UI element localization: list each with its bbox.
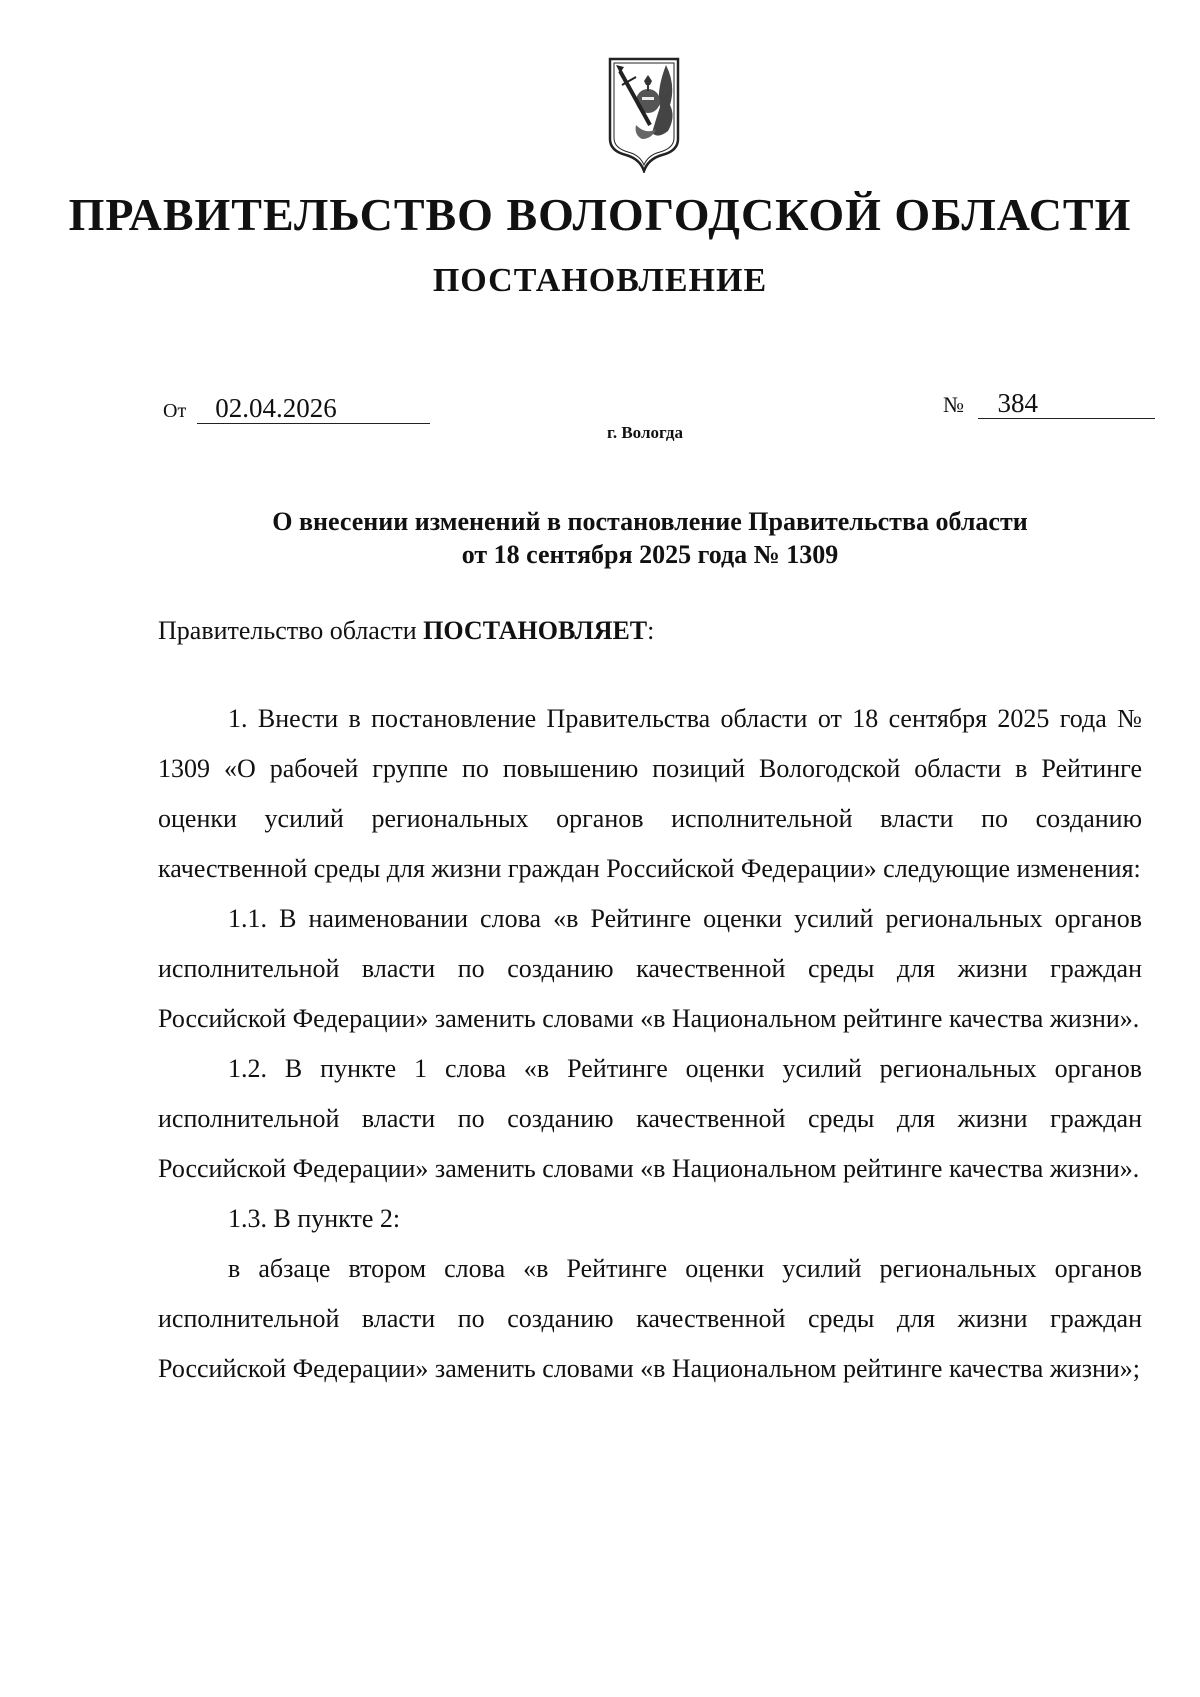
paragraph: 1. Внести в постановление Правительства области от 18 сентября 2025 года № 1309 «О рабочей группе по повышению позиций Вологодской области в Рейтинге оценки усилий региональных органов исполнительной власти по созданию качественной среды для жизни граждан Российской Федерации» следующие изменения: (158, 704, 1142, 883)
paragraph: 1.1. В наименовании слова «в Рейтинге оценки усилий региональных органов исполнительной власти по созданию качественной среды для жизни граждан Российской Федерации» заменить словами «в Национальном рейтинге качества жизни». (158, 904, 1142, 1033)
vologda-coat-of-arms-icon (606, 55, 682, 173)
subject-line-1: О внесении изменений в постановление Правительства области (272, 507, 1028, 536)
date-label: От (163, 400, 187, 422)
paragraph: 1.3. В пункте 2: (228, 1204, 401, 1233)
number-line (943, 388, 1155, 419)
preamble-resolves: ПОСТАНОВЛЯЕТ (423, 616, 648, 645)
date-line (163, 393, 430, 424)
document-date: 02.04.2026 (197, 393, 430, 424)
city: г. Вологда (607, 423, 683, 442)
subject-line-2: от 18 сентября 2025 года № 1309 (461, 540, 839, 569)
preamble-end: : (647, 616, 655, 645)
number-label: № (943, 392, 964, 417)
document-subject (150, 505, 1150, 571)
preamble (158, 616, 654, 646)
preamble-text: Правительство области (158, 616, 424, 645)
organization-title: ПРАВИТЕЛЬСТВО ВОЛОГОДСКОЙ ОБЛАСТИ (68, 189, 1132, 240)
paragraph: в абзаце втором слова «в Рейтинге оценки усилий региональных органов исполнительной власти по созданию качественной среды для жизни граждан Российской Федерации» заменить словами «в Национальном рейтинге качества жизни»; (158, 1254, 1142, 1383)
document-number: 384 (978, 388, 1155, 419)
paragraph: 1.2. В пункте 1 слова «в Рейтинге оценки усилий региональных органов исполнительной власти по созданию качественной среды для жизни граждан Российской Федерации» заменить словами «в Национальном рейтинге качества жизни». (158, 1054, 1142, 1183)
document-body (158, 694, 1142, 1394)
document-type: ПОСТАНОВЛЕНИЕ (432, 262, 768, 299)
